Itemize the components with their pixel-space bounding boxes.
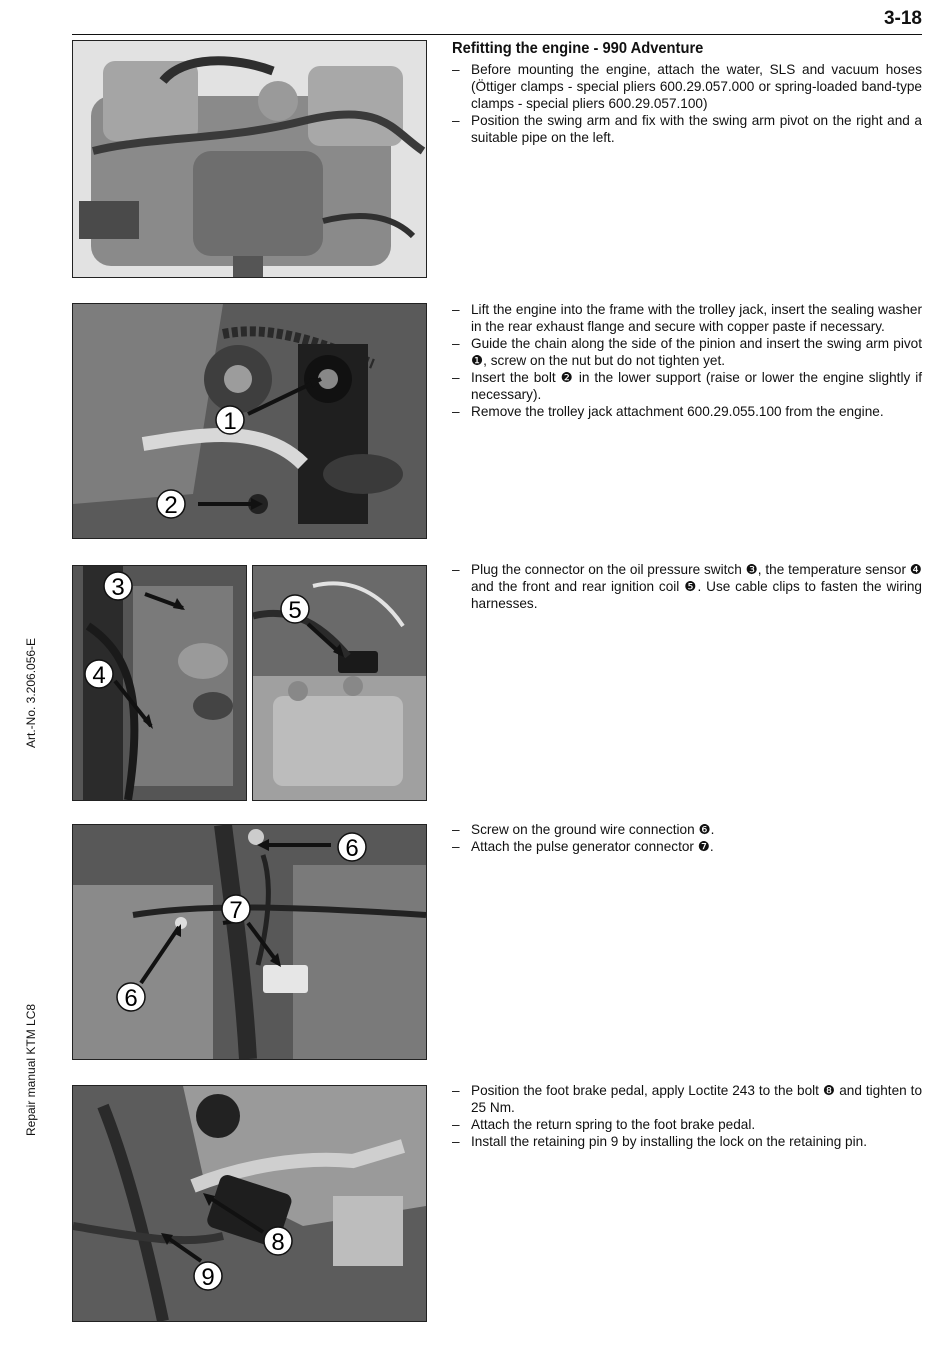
step-dash: – bbox=[452, 1083, 460, 1098]
step-dash: – bbox=[452, 1117, 460, 1132]
callout-label-7: 7 bbox=[229, 897, 243, 924]
step-dash: – bbox=[452, 113, 460, 128]
callout-label-9: 9 bbox=[201, 1264, 215, 1291]
callout-label-1: 1 bbox=[223, 408, 237, 435]
steps-section-2 bbox=[452, 301, 922, 420]
manual-title-label: Repair manual KTM LC8 bbox=[24, 1003, 38, 1136]
steps-section-1 bbox=[452, 61, 922, 146]
step-item bbox=[452, 301, 922, 335]
article-number-label: Art.-No. 3.206.056-E bbox=[24, 637, 38, 748]
step-dash: – bbox=[452, 336, 460, 351]
steps-section-3 bbox=[452, 561, 922, 612]
callout-label-6b: 6 bbox=[124, 985, 138, 1012]
ground-wire-photo bbox=[72, 824, 427, 1060]
step-item bbox=[452, 838, 922, 855]
step-item bbox=[452, 369, 922, 403]
step-dash: – bbox=[452, 822, 460, 837]
step-item bbox=[452, 1082, 922, 1116]
step-text: Insert the bolt ❷ in the lower support (raise or lower the engine slightly if necessary). bbox=[471, 370, 922, 402]
callout-label-8: 8 bbox=[271, 1229, 285, 1256]
step-text: Attach the pulse generator connector ❼. bbox=[471, 839, 714, 854]
page-number: 3-18 bbox=[883, 8, 922, 29]
step-item bbox=[452, 61, 922, 112]
section-heading: Refitting the engine - 990 Adventure bbox=[452, 40, 704, 57]
step-text: Install the retaining pin 9 by installing the lock on the retaining pin. bbox=[471, 1134, 867, 1149]
step-item bbox=[452, 335, 922, 369]
step-item bbox=[452, 1133, 922, 1150]
step-dash: – bbox=[452, 839, 460, 854]
step-dash: – bbox=[452, 404, 460, 419]
step-text: Before mounting the engine, attach the water, SLS and vacuum hoses (Öttiger clamps - special pliers 600.29.057.000 or spring-loaded band-type clamps - special pliers 600.29.057.100) bbox=[471, 62, 922, 111]
callout-label-3: 3 bbox=[111, 574, 125, 601]
engine-photo bbox=[72, 40, 427, 278]
step-dash: – bbox=[452, 1134, 460, 1149]
oil-pressure-photo bbox=[72, 565, 247, 801]
step-dash: – bbox=[452, 302, 460, 317]
step-item bbox=[452, 561, 922, 612]
step-text: Remove the trolley jack attachment 600.29.055.100 from the engine. bbox=[471, 404, 884, 419]
callout-label-5: 5 bbox=[288, 597, 302, 624]
step-text: Plug the connector on the oil pressure switch ❸, the temperature sensor ❹ and the front and rear ignition coil ❺. Use cable clips to fasten the wiring harnesses. bbox=[471, 562, 922, 611]
callout-label-2: 2 bbox=[164, 492, 178, 519]
step-dash: – bbox=[452, 62, 460, 77]
step-item bbox=[452, 1116, 922, 1133]
ignition-coil-photo bbox=[252, 565, 427, 801]
step-text: Position the swing arm and fix with the swing arm pivot on the right and a suitable pipe on the left. bbox=[471, 113, 922, 145]
step-item bbox=[452, 821, 922, 838]
step-text: Lift the engine into the frame with the trolley jack, insert the sealing washer in the rear exhaust flange and secure with copper paste if necessary. bbox=[471, 302, 922, 334]
steps-section-5 bbox=[452, 1082, 922, 1150]
callout-label-6a: 6 bbox=[345, 835, 359, 862]
step-dash: – bbox=[452, 370, 460, 385]
callout-label-4: 4 bbox=[92, 662, 106, 689]
step-text: Position the foot brake pedal, apply Loctite 243 to the bolt ❽ and tighten to 25 Nm. bbox=[471, 1083, 922, 1115]
engine-illustration bbox=[73, 41, 426, 277]
step-text: Attach the return spring to the foot brake pedal. bbox=[471, 1117, 756, 1132]
step-text: Screw on the ground wire connection ❻. bbox=[471, 822, 715, 837]
step-text: Guide the chain along the side of the pinion and insert the swing arm pivot ❶, screw on the nut but do not tighten yet. bbox=[471, 336, 922, 368]
step-item bbox=[452, 403, 922, 420]
header-rule bbox=[72, 34, 922, 35]
step-item bbox=[452, 112, 922, 146]
steps-section-4 bbox=[452, 821, 922, 855]
step-dash: – bbox=[452, 562, 460, 577]
brake-pedal-photo bbox=[72, 1085, 427, 1322]
swing-arm-photo bbox=[72, 303, 427, 539]
